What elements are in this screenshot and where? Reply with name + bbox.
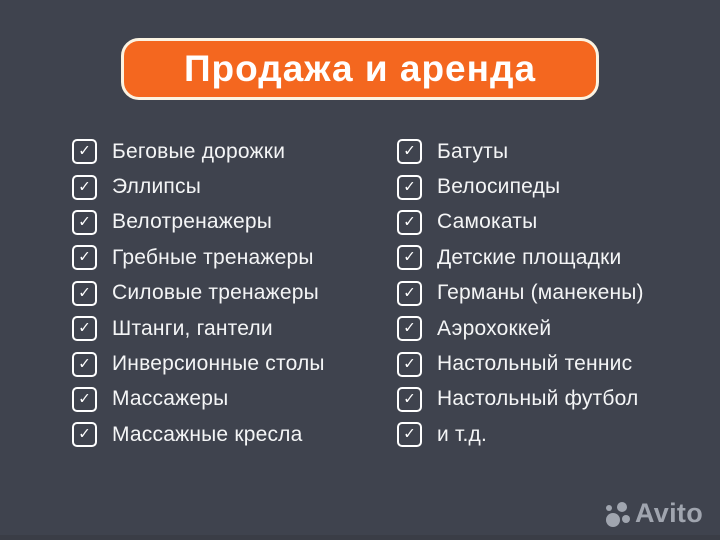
checkbox-checked-icon[interactable]	[397, 316, 422, 341]
checkbox-checked-icon[interactable]	[397, 175, 422, 200]
list-item	[397, 346, 720, 381]
checkmark-icon: ✓	[78, 284, 91, 302]
checkmark-icon: ✓	[78, 425, 91, 443]
checkmark-icon: ✓	[403, 319, 416, 337]
checkmark-icon: ✓	[403, 284, 416, 302]
checkmark-icon: ✓	[78, 355, 91, 373]
list-item-label: Силовые тренажеры	[112, 281, 319, 305]
equipment-column-right	[397, 134, 720, 453]
checkbox-checked-icon[interactable]	[72, 387, 97, 412]
list-item	[72, 134, 397, 169]
checkmark-icon: ✓	[403, 178, 416, 196]
checkmark-icon: ✓	[78, 213, 91, 231]
list-item	[72, 382, 397, 417]
bottom-edge-strip	[0, 535, 720, 540]
checkbox-checked-icon[interactable]	[72, 422, 97, 447]
equipment-column-left	[72, 134, 397, 453]
list-item-label: Настольный футбол	[437, 387, 639, 411]
list-item-label: Массажные кресла	[112, 422, 303, 446]
checkmark-icon: ✓	[403, 248, 416, 266]
checkmark-icon: ✓	[78, 178, 91, 196]
checkmark-icon: ✓	[78, 248, 91, 266]
avito-brand-text: Avito	[635, 498, 703, 528]
list-item-label: Эллипсы	[112, 175, 201, 199]
checkmark-icon: ✓	[403, 355, 416, 373]
list-item	[397, 276, 720, 311]
checkbox-checked-icon[interactable]	[397, 422, 422, 447]
equipment-list	[72, 134, 720, 453]
list-item-label: Батуты	[437, 139, 509, 163]
list-item-label: Аэрохоккей	[437, 316, 552, 340]
checkmark-icon: ✓	[403, 213, 416, 231]
list-item-label: Беговые дорожки	[112, 139, 286, 163]
banner-sale-and-rent	[121, 38, 599, 100]
checkbox-checked-icon[interactable]	[397, 210, 422, 235]
list-item	[72, 240, 397, 275]
checkbox-checked-icon[interactable]	[397, 245, 422, 270]
list-item	[397, 382, 720, 417]
list-item-label: Настольный теннис	[437, 352, 633, 376]
checkmark-icon: ✓	[78, 142, 91, 160]
list-item-label: Массажеры	[112, 387, 229, 411]
checkbox-checked-icon[interactable]	[72, 175, 97, 200]
list-item	[397, 134, 720, 169]
list-item	[72, 205, 397, 240]
checkbox-checked-icon[interactable]	[397, 387, 422, 412]
checkmark-icon: ✓	[403, 142, 416, 160]
avito-watermark	[606, 498, 703, 529]
checkmark-icon: ✓	[78, 390, 91, 408]
list-item	[397, 240, 720, 275]
checkbox-checked-icon[interactable]	[72, 245, 97, 270]
list-item-label: Штанги, гантели	[112, 316, 273, 340]
list-item-label: Гребные тренажеры	[112, 245, 314, 269]
list-item-label: Самокаты	[437, 210, 538, 234]
checkbox-checked-icon[interactable]	[72, 139, 97, 164]
checkbox-checked-icon[interactable]	[397, 352, 422, 377]
checkbox-checked-icon[interactable]	[72, 281, 97, 306]
checkbox-checked-icon[interactable]	[397, 139, 422, 164]
list-item	[397, 311, 720, 346]
list-item-label: Германы (манекены)	[437, 281, 644, 305]
list-item	[397, 417, 720, 452]
checkmark-icon: ✓	[403, 390, 416, 408]
checkbox-checked-icon[interactable]	[72, 352, 97, 377]
checkmark-icon: ✓	[403, 425, 416, 443]
list-item-label: Детские площадки	[437, 245, 622, 269]
list-item	[72, 346, 397, 381]
checkmark-icon: ✓	[78, 319, 91, 337]
list-item	[397, 169, 720, 204]
list-item-label: Инверсионные столы	[112, 352, 325, 376]
list-item	[72, 276, 397, 311]
list-item	[72, 311, 397, 346]
list-item-label: и т.д.	[437, 422, 487, 446]
list-item-label: Велосипеды	[437, 175, 561, 199]
checkbox-checked-icon[interactable]	[397, 281, 422, 306]
list-item	[72, 417, 397, 452]
list-item-label: Велотренажеры	[112, 210, 273, 234]
checkbox-checked-icon[interactable]	[72, 316, 97, 341]
avito-circles-icon	[606, 501, 630, 527]
list-item	[397, 205, 720, 240]
list-item	[72, 169, 397, 204]
banner-title: Продажа и аренда	[183, 48, 537, 89]
checkbox-checked-icon[interactable]	[72, 210, 97, 235]
